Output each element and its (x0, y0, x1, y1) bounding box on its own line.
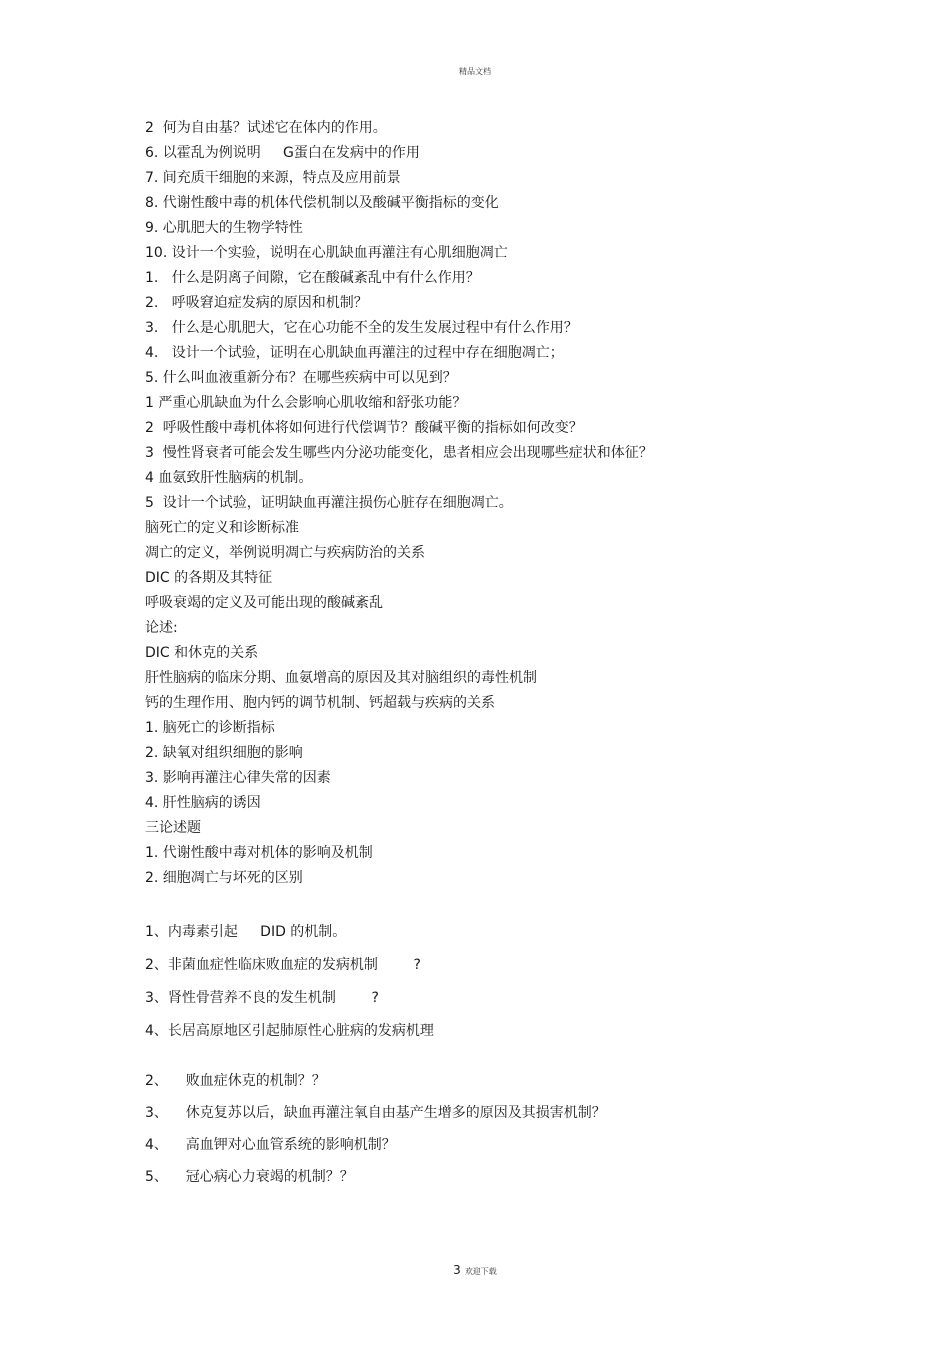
footer-text: 欢迎下载 (464, 1267, 497, 1276)
question-line: 7. 间充质干细胞的来源，特点及应用前景 (145, 170, 401, 186)
question-line: 4. 设计一个试验，证明在心肌缺血再灌注的过程中存在细胞凋亡； (145, 345, 564, 361)
question-line: 脑死亡的定义和诊断标准 (145, 520, 299, 536)
page-header: 精品文档 (459, 67, 491, 76)
question-line: 呼吸衰竭的定义及可能出现的酸碱紊乱 (145, 595, 383, 611)
page-number: 3 (453, 1263, 461, 1277)
question-line: 3 慢性肾衰者可能会发生哪些内分泌功能变化，患者相应会出现哪些症状和体征？ (145, 445, 653, 461)
question-line: 钙的生理作用、胞内钙的调节机制、钙超载与疾病的关系 (145, 695, 495, 711)
question-line: 4、长居高原地区引起肺原性心脏病的发病机理 (145, 1023, 434, 1039)
question-line: 4. 肝性脑病的诱因 (145, 795, 261, 811)
question-line: 5 设计一个试验，证明缺血再灌注损伤心脏存在细胞凋亡。 (145, 495, 513, 511)
question-line: 1 严重心肌缺血为什么会影响心肌收缩和舒张功能？ (145, 395, 467, 411)
question-line: 三论述题 (145, 820, 201, 836)
question-line: 3. 影响再灌注心律失常的因素 (145, 770, 331, 786)
question-line: 8. 代谢性酸中毒的机体代偿机制以及酸碱平衡指标的变化 (145, 195, 499, 211)
question-line: 6. 以霍乱为例说明 G蛋白在发病中的作用 (145, 145, 420, 161)
question-line: 2 何为自由基？试述它在体内的作用。 (145, 120, 387, 136)
question-line: DIC 和休克的关系 (145, 645, 259, 661)
question-line: 5、 冠心病心力衰竭的机制？？ (145, 1169, 354, 1185)
question-line: 2、 败血症休克的机制？？ (145, 1073, 326, 1089)
question-line: 2 呼吸性酸中毒机体将如何进行代偿调节？酸碱平衡的指标如何改变？ (145, 420, 583, 436)
question-line: 1. 脑死亡的诊断指标 (145, 720, 275, 736)
question-line: DIC 的各期及其特征 (145, 570, 273, 586)
page-footer (0, 1259, 950, 1278)
question-list-2 (145, 916, 434, 1048)
question-line: 4 血氨致肝性脑病的机制。 (145, 470, 313, 486)
question-line: 5. 什么叫血液重新分布？在哪些疾病中可以见到？ (145, 370, 457, 386)
question-line: 2、非菌血症性临床败血症的发病机制 ? (145, 957, 421, 973)
question-line: 1、内毒素引起 DID 的机制。 (145, 924, 347, 940)
question-line: 2. 细胞凋亡与坏死的区别 (145, 870, 303, 886)
question-line: 2. 缺氧对组织细胞的影响 (145, 745, 303, 761)
question-line: 3、 休克复苏以后，缺血再灌注氧自由基产生增多的原因及其损害机制？ (145, 1105, 606, 1121)
question-line: 1. 什么是阴离子间隙，它在酸碱紊乱中有什么作用？ (145, 270, 480, 286)
question-list-3 (145, 1065, 606, 1193)
question-line: 凋亡的定义，举例说明凋亡与疾病防治的关系 (145, 545, 425, 561)
question-line: 10. 设计一个实验，说明在心肌缺血再灌注有心肌细胞凋亡 (145, 245, 508, 261)
question-line: 3. 什么是心肌肥大，它在心功能不全的发生发展过程中有什么作用？ (145, 320, 578, 336)
question-line: 9. 心肌肥大的生物学特性 (145, 220, 303, 236)
question-line: 4、 高血钾对心血管系统的影响机制？ (145, 1137, 396, 1153)
question-list-1 (145, 116, 653, 891)
question-line: 论述: (145, 620, 178, 636)
question-line: 肝性脑病的临床分期、血氨增高的原因及其对脑组织的毒性机制 (145, 670, 537, 686)
question-line: 3、肾性骨营养不良的发生机制 ? (145, 990, 379, 1006)
question-line: 1. 代谢性酸中毒对机体的影响及机制 (145, 845, 373, 861)
question-line: 2. 呼吸窘迫症发病的原因和机制？ (145, 295, 368, 311)
